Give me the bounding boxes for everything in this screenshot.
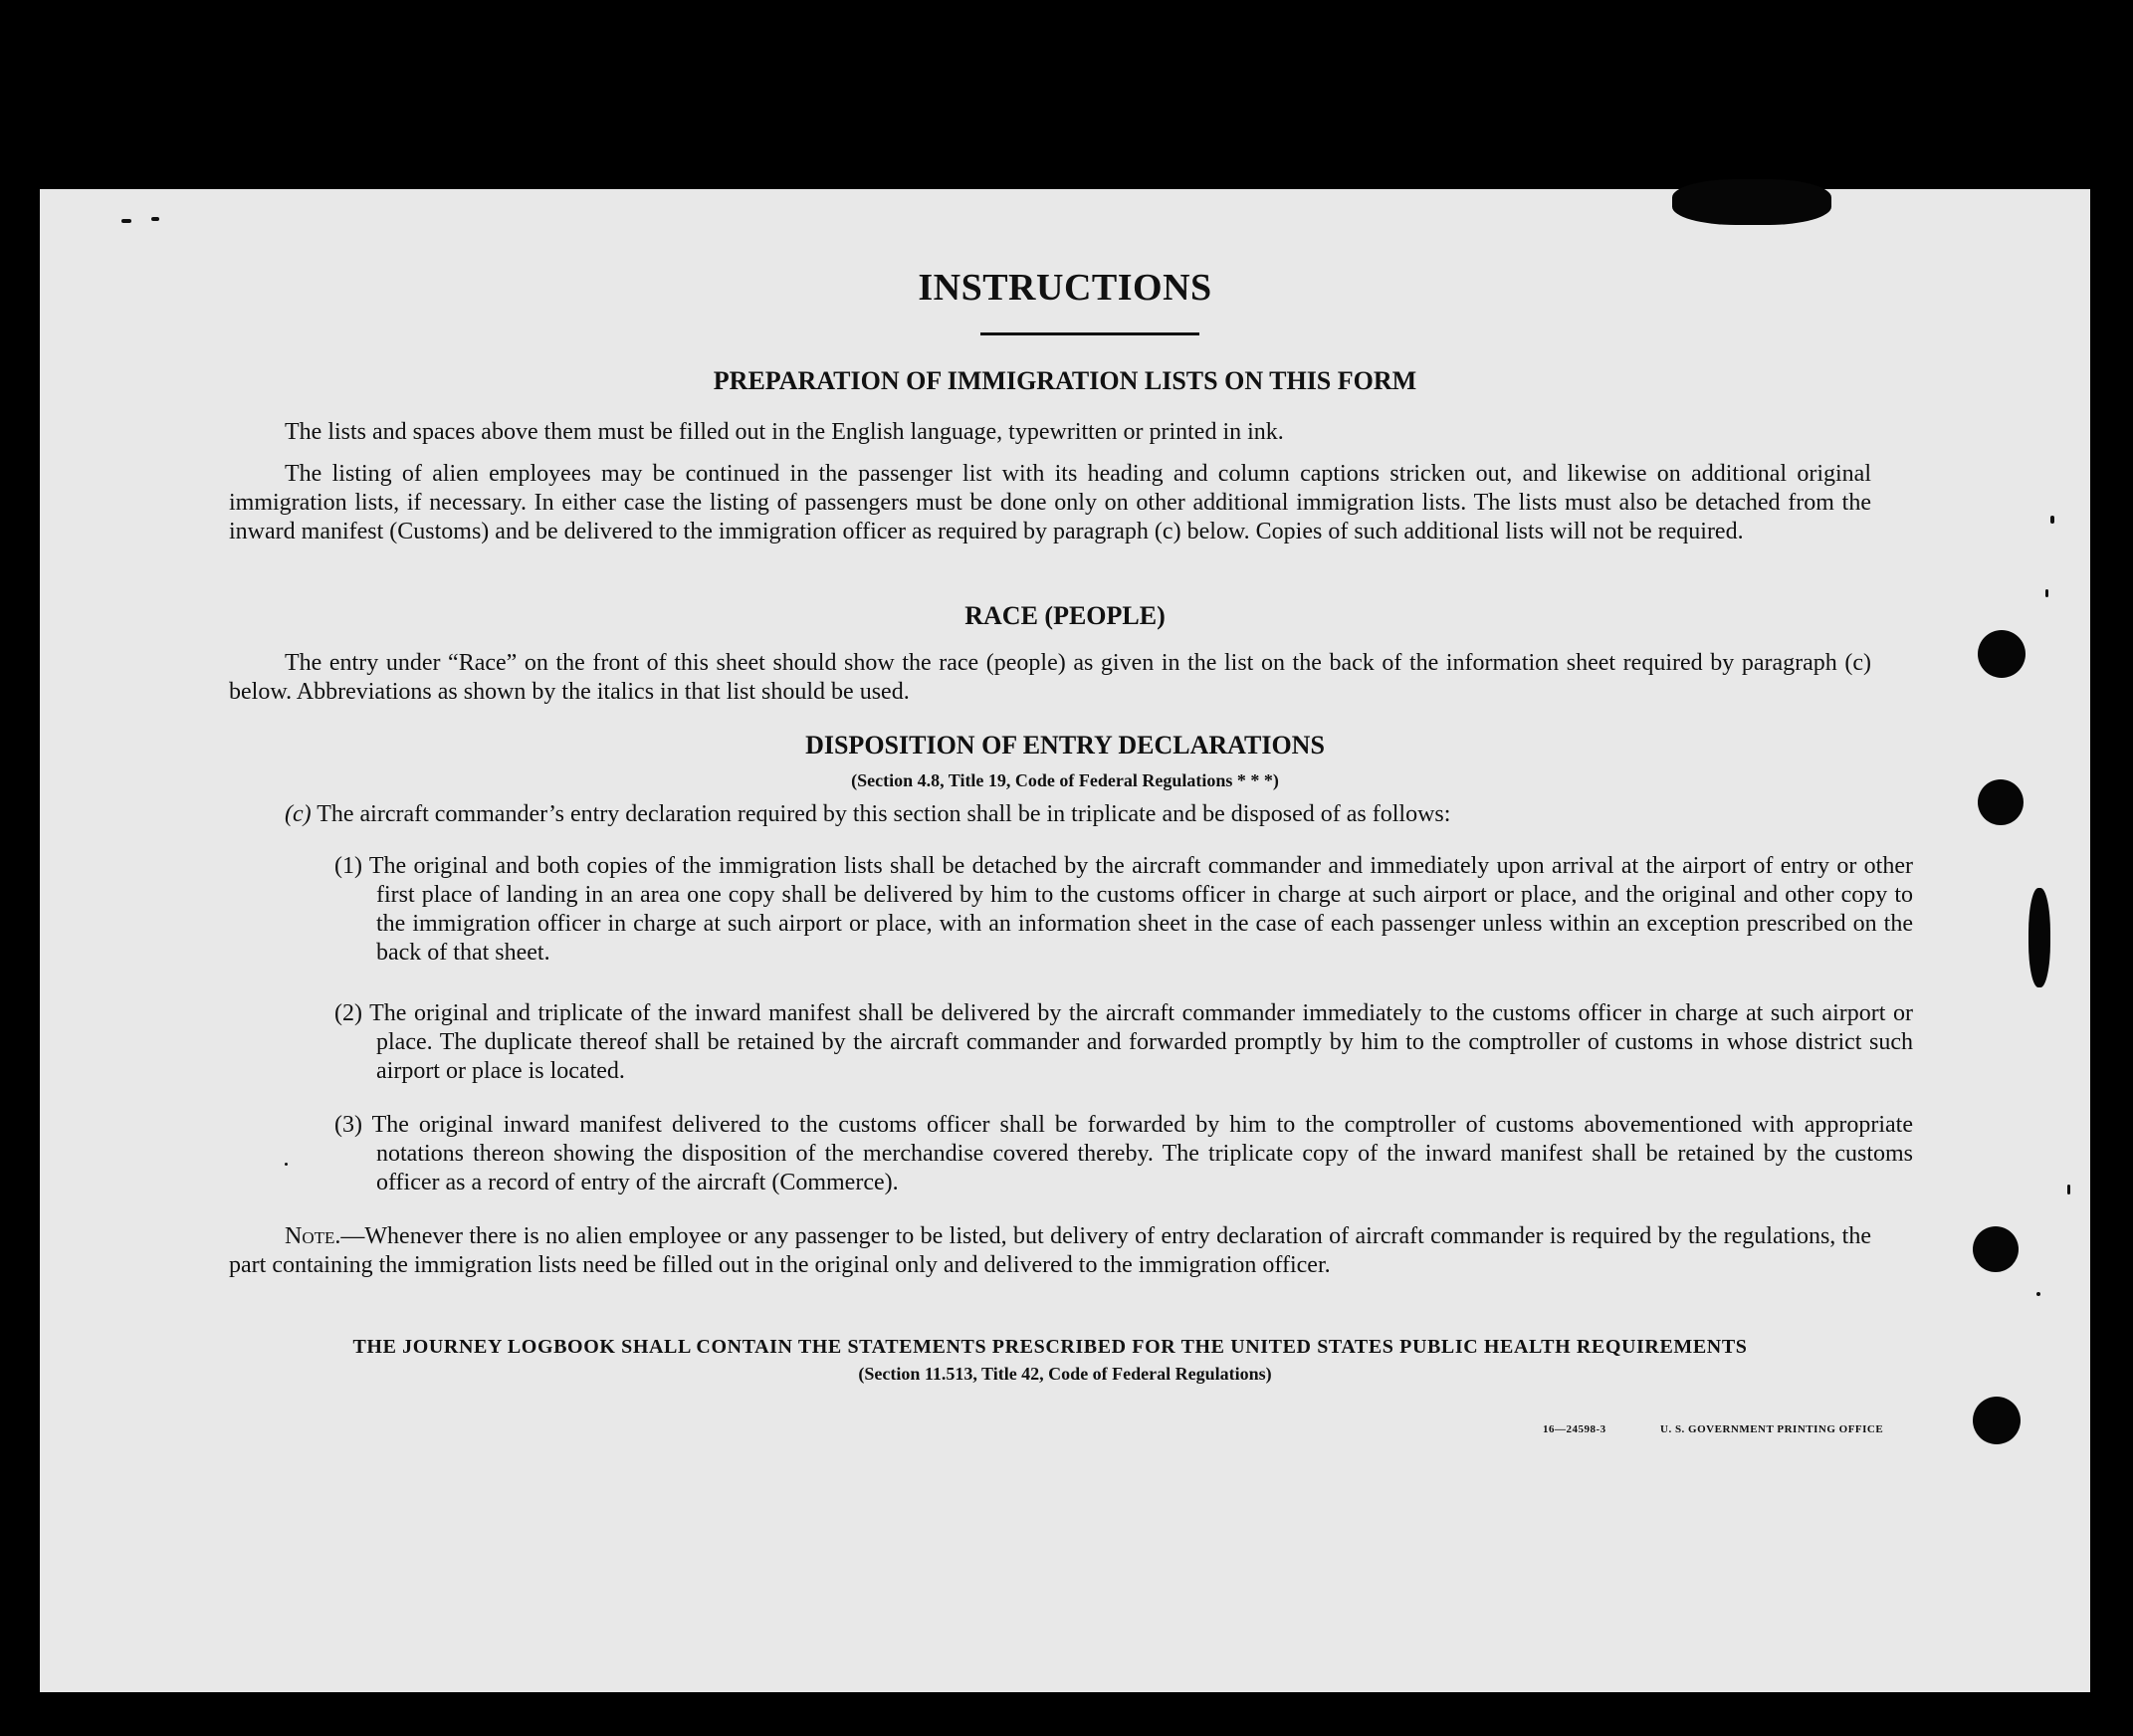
paragraph-race: The entry under “Race” on the front of this sheet should show the race (people) as given in the list on the back of the information sheet required by paragraph (c) below. Abbreviations as shown by the italics in that list should be used.: [229, 650, 1871, 705]
list-item: [334, 1111, 1913, 1197]
section-heading-preparation: PREPARATION OF IMMIGRATION LISTS ON THIS FORM: [713, 366, 1417, 395]
punch-hole: [1973, 1226, 2019, 1272]
intro-label: (c): [285, 801, 312, 827]
item-number: (2): [334, 1000, 362, 1026]
punch-hole: [1973, 1397, 2021, 1444]
document-page: [40, 189, 2090, 1692]
speck: [151, 217, 159, 221]
printer-imprint: U. S. GOVERNMENT PRINTING OFFICE: [1660, 1423, 1884, 1435]
page-title: INSTRUCTIONS: [918, 267, 1212, 309]
item-text: The original inward manifest delivered to the customs officer shall be forwarded by him to the comptroller of customs abovementioned with appropriate notations thereon showing the disposition of the merchandise covered thereby. The triplicate copy of the inward manifest shall be retained by the customs officer as a record of entry of the aircraft (Commerce).: [371, 1112, 1913, 1195]
note-label: Note.: [285, 1223, 341, 1249]
note-paragraph: [229, 1222, 1871, 1280]
paragraph-alien-employees: The listing of alien employees may be continued in the passenger list with its heading and column captions stricken out, and likewise on additional original immigration lists, if necessary. In either case the listing of passengers must be done only on other additional immigration lists. The lists must also be detached from the inward manifest (Customs) and be delivered to the immigration officer as required by paragraph (c) below. Copies of such additional lists will not be required.: [229, 461, 1871, 544]
item-number: (1): [334, 853, 362, 879]
speck: [2036, 1292, 2040, 1296]
list-item: [334, 852, 1913, 968]
print-code: 16—24598-3: [1543, 1423, 1606, 1435]
speck: [285, 1163, 288, 1166]
intro-text: The aircraft commander’s entry declaration required by this section shall be in triplicate and be disposed of as follows:: [317, 801, 1451, 827]
disposition-intro: [285, 800, 1877, 829]
punch-hole: [1978, 630, 2026, 678]
footer-statement: THE JOURNEY LOGBOOK SHALL CONTAIN THE STATEMENTS PRESCRIBED FOR THE UNITED STATES PUBLIC HEALTH REQUIREMENTS: [352, 1336, 1748, 1358]
section-citation: (Section 4.8, Title 19, Code of Federal Regulations * * *): [851, 770, 1279, 790]
ink-blot: [2028, 888, 2050, 987]
speck: [2050, 516, 2054, 524]
list-item: [334, 999, 1913, 1086]
punch-hole: [1978, 779, 2024, 825]
torn-corner: [1672, 179, 1831, 225]
speck: [2045, 589, 2048, 597]
title-underline: [980, 332, 1199, 335]
section-heading-race: RACE (PEOPLE): [964, 601, 1166, 630]
item-text: The original and both copies of the immigration lists shall be detached by the aircraft commander and immediately upon arrival at the airport of entry or other first place of landing in an area one copy shall be delivered by him to the customs officer in charge at such airport or place, and the original and other copy to the immigration officer in charge at such airport or place, with an information sheet in the case of each passenger unless within an exception prescribed on the back of that sheet.: [368, 853, 1913, 966]
paragraph-language: The lists and spaces above them must be filled out in the English language, typewritten or printed in ink.: [285, 419, 1284, 445]
item-text: The original and triplicate of the inward manifest shall be delivered by the aircraft commander immediately to the customs officer in charge at such airport or place. The duplicate thereof shall be retained by the aircraft commander and forwarded promptly by him to the comptroller of customs in whose district such airport or place is located.: [369, 1000, 1913, 1084]
item-number: (3): [334, 1112, 362, 1138]
speck: [121, 219, 131, 223]
footer-citation: (Section 11.513, Title 42, Code of Federal Regulations): [858, 1364, 1272, 1384]
speck: [2067, 1185, 2070, 1194]
section-heading-disposition: DISPOSITION OF ENTRY DECLARATIONS: [805, 731, 1325, 760]
note-text: —Whenever there is no alien employee or any passenger to be listed, but delivery of entry declaration of aircraft commander is required by the regulations, the part containing the immigration lists need be filled out in the original only and delivered to the immigration officer.: [229, 1223, 1871, 1278]
